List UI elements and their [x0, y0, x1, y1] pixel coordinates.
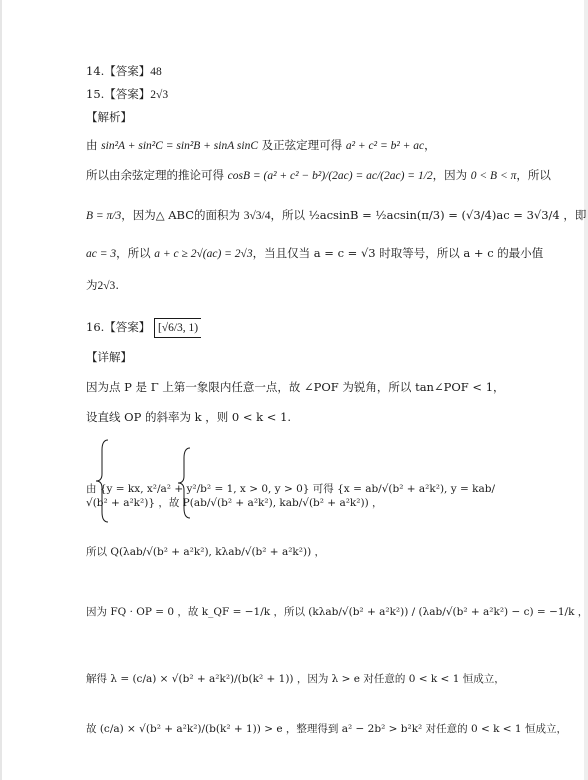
q16-line-6: 解得 λ = (c/a) × √(b² + a²k²)/(b(k² + 1)) ，因为 λ > e 对任意的 0 < k < 1 恒成立，	[86, 673, 505, 685]
q15-line-4: ac = 3，所以 a + c ≥ 2√(ac) = 2√3，当且仅当 a = c = √3 时取等号，所以 a + c 的最小值	[86, 246, 544, 260]
q16-line-3: 由 {y = kx, x²/a² + y²/b² = 1, x > 0, y > 0} 可得 {x = ab/√(b² + a²k²), y = kab/√(b² + a²k²)} ，故 P(ab/√(b² + a²k²), kab/√(b² + a²k²)) ，	[86, 483, 496, 509]
q15-label: 15.【答案】	[86, 87, 151, 101]
q15-line-1: 由 sin²A + sin²C = sin²B + sinA sinC 及正弦定理可得 a² + c² = b² + ac，	[86, 138, 436, 152]
q15-answer-line	[86, 87, 168, 102]
q15-analysis-header: 【解析】	[86, 110, 132, 124]
q16-system-block	[86, 436, 526, 526]
q16-line-1: 因为点 P 是 Γ 上第一象限内任意一点，故 ∠POF 为锐角，所以 tan∠POF < 1，	[86, 380, 505, 394]
q15-value: 2√3	[150, 89, 169, 101]
q16-line-5: 因为 FQ · OP = 0 ，故 k_QF = −1/k ，所以 (kλab/√(b² + a²k²)) / (λab/√(b² + a²k²) − c) = −1/k ，	[86, 606, 588, 618]
q16-line-4: 所以 Q(λab/√(b² + a²k²), kλab/√(b² + a²k²)) ，	[86, 546, 326, 558]
q14-label: 14.【答案】	[86, 64, 151, 78]
q16-line-7: 故 (c/a) × √(b² + a²k²)/(b(k² + 1)) > e ，整理得到 a² − 2b² > b²k² 对任意的 0 < k < 1 恒成立，	[86, 723, 567, 735]
q16-line-2: 设直线 OP 的斜率为 k ，则 0 < k < 1.	[86, 410, 292, 424]
q14-answer-line	[86, 64, 162, 79]
q16-value: [√6/3, 1)	[154, 318, 201, 338]
page-right-edge	[584, 0, 588, 780]
q16-system-svg	[86, 436, 526, 526]
q16-label: 16.【答案】	[86, 320, 151, 334]
q16-answer-line	[86, 318, 201, 338]
q15-line-3: B = π/3，因为△ ABC的面积为 3√3/4，所以 ½acsinB = ½acsin(π/3) = (√3/4)ac = 3√3/4 ，即	[86, 208, 587, 222]
page-left-edge	[0, 0, 2, 780]
q15-line-2: 所以由余弦定理的推论可得 cosB = (a² + c² − b²)/(2ac) = ac/(2ac) = 1/2，因为 0 < B < π，所以	[86, 168, 551, 182]
q16-detail-header: 【详解】	[86, 350, 132, 364]
q15-line-5: 为2√3.	[86, 278, 119, 292]
q14-value: 48	[150, 66, 162, 78]
